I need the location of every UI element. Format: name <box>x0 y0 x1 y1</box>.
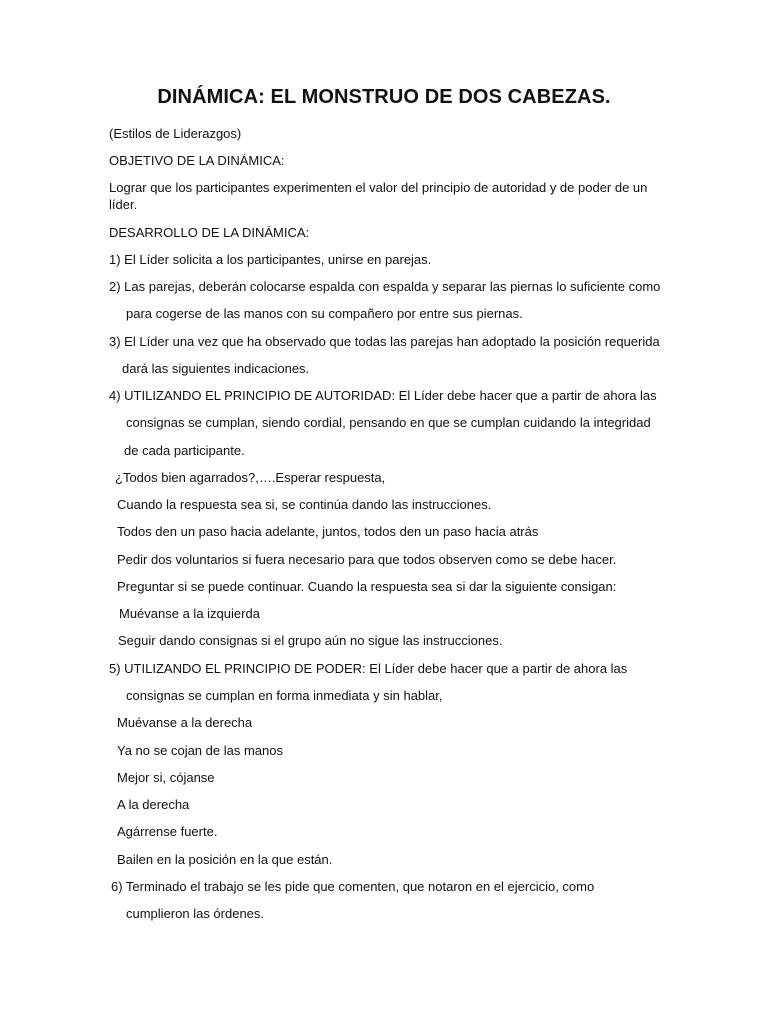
objective-heading: OBJETIVO DE LA DINÁMICA: <box>109 153 285 168</box>
step-4-item-5: Preguntar si se puede continuar. Cuando la respuesta sea si dar la siguiente consigan: <box>117 579 617 594</box>
step-5-item-3: Mejor si, cójanse <box>117 770 215 785</box>
step-1: 1) El Líder solicita a los participantes, unirse en parejas. <box>109 252 432 267</box>
step-5-item-1: Muévanse a la derecha <box>117 715 253 730</box>
step-4-item-2: Cuando la respuesta sea si, se continúa dando las instrucciones. <box>117 497 492 512</box>
document-subtitle: (Estilos de Liderazgos) <box>109 126 242 141</box>
objective-text-line-1: Lograr que los participantes experimenten el valor del principio de autoridad y de poder de un <box>109 180 648 195</box>
step-3-line-2: dará las siguientes indicaciones. <box>122 361 310 376</box>
step-3-line-1: 3) El Líder una vez que ha observado que todas las parejas han adoptado la posición requerida <box>109 334 660 349</box>
step-4-item-4: Pedir dos voluntarios si fuera necesario para que todos observen como se debe hacer. <box>117 552 617 567</box>
step-4-item-1: ¿Todos bien agarrados?,….Esperar respuesta, <box>115 470 386 485</box>
step-5-item-4: A la derecha <box>117 797 190 812</box>
step-4-line-1: 4) UTILIZANDO EL PRINCIPIO DE AUTORIDAD: El Líder debe hacer que a partir de ahora las <box>109 388 657 403</box>
step-4-item-7: Seguir dando consignas si el grupo aún no sigue las instrucciones. <box>118 633 503 648</box>
step-5-item-2: Ya no se cojan de las manos <box>117 743 283 758</box>
step-5-line-2: consignas se cumplan en forma inmediata y sin hablar, <box>126 688 443 703</box>
document-title: DINÁMICA: EL MONSTRUO DE DOS CABEZAS. <box>157 86 611 108</box>
step-4-item-6: Muévanse a la izquierda <box>119 606 260 621</box>
step-5-line-1: 5) UTILIZANDO EL PRINCIPIO DE PODER: El Líder debe hacer que a partir de ahora las <box>109 661 628 676</box>
step-6-line-1: 6) Terminado el trabajo se les pide que comenten, que notaron en el ejercicio, como <box>111 879 595 894</box>
step-4-line-2: consignas se cumplan, siendo cordial, pensando en que se cumplan cuidando la integridad <box>126 415 651 430</box>
step-6-line-2: cumplieron las órdenes. <box>126 906 265 921</box>
step-4-item-3: Todos den un paso hacia adelante, juntos, todos den un paso hacia atrás <box>117 524 539 539</box>
step-4-line-3: de cada participante. <box>124 443 245 458</box>
step-5-item-5: Agárrense fuerte. <box>117 824 218 839</box>
step-2-line-2: para cogerse de las manos con su compañero por entre sus piernas. <box>126 306 523 321</box>
objective-text-line-2: líder. <box>109 197 138 212</box>
step-2-line-1: 2) Las parejas, deberán colocarse espalda con espalda y separar las piernas lo suficiente como <box>109 279 661 294</box>
development-heading: DESARROLLO DE LA DINÁMICA: <box>109 225 310 240</box>
step-5-item-6: Bailen en la posición en la que están. <box>117 852 333 867</box>
